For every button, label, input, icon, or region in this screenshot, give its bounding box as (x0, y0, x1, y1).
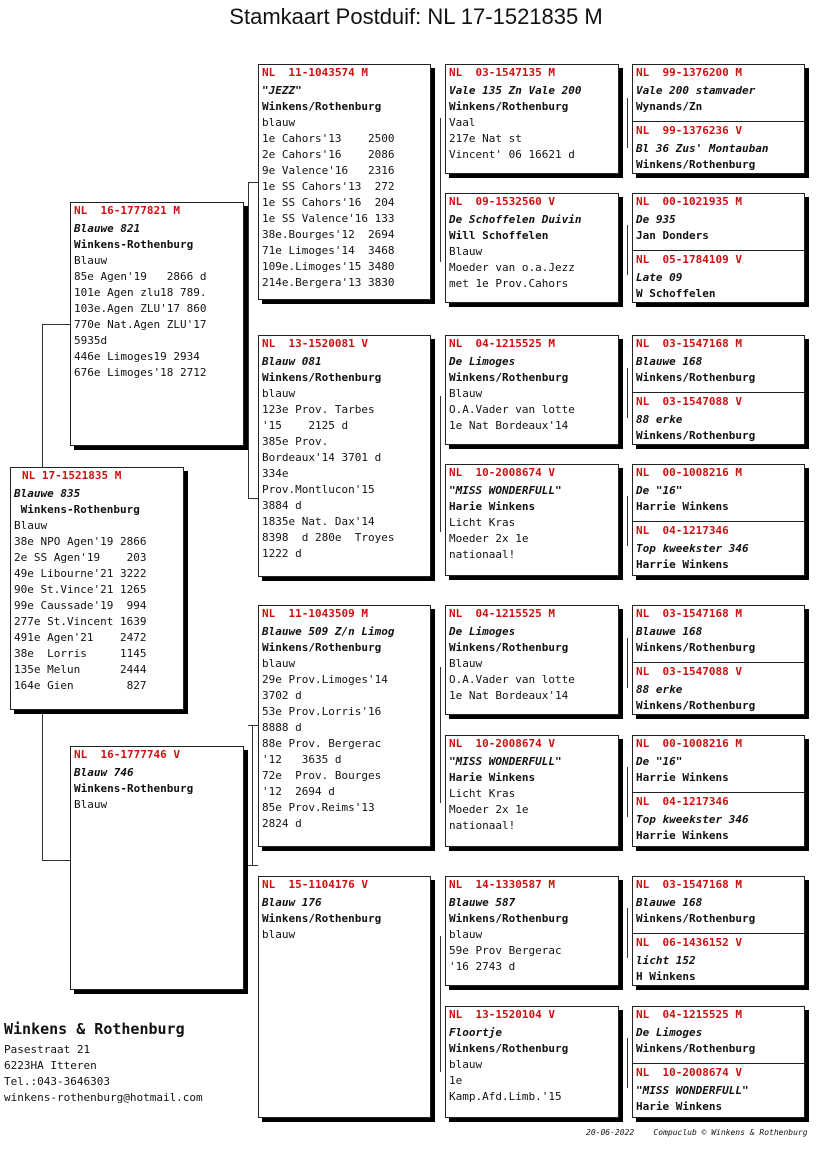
great-grandparent-card[interactable] (445, 335, 619, 445)
dam-color: Blauw (74, 798, 108, 811)
result-line: 214e.Bergera'13 3830 (262, 276, 395, 289)
connector-line (42, 324, 70, 325)
result-line: 2e SS Agen'19 203 (14, 551, 147, 564)
grandsire-paternal-card[interactable] (258, 64, 431, 300)
bird-name: De Limoges (449, 355, 516, 368)
result-line: 38e NPO Agen'19 2866 (14, 535, 147, 548)
g4-ring: NL 15-1104176 V (262, 878, 368, 891)
result-line: '15 2125 d (262, 419, 349, 432)
bird-name: Vale 135 Zn Vale 200 (449, 84, 582, 97)
divider (633, 121, 804, 122)
ggg-sire-ring: NL 00-1021935 M (636, 195, 742, 208)
result-line: 334e (262, 467, 289, 480)
ggg-pair-card[interactable] (632, 193, 805, 303)
connector-line (627, 1038, 628, 1088)
result-line: 3702 d (262, 689, 302, 702)
result-line: 103e.Agen ZLU'17 860 (74, 302, 207, 315)
connector-line (248, 182, 258, 183)
bird-owner: Harie Winkens (449, 500, 536, 513)
g1-name: "JEZZ" (262, 84, 302, 97)
connector-line (252, 725, 253, 865)
bird-owner: Winkens/Rothenburg (449, 912, 569, 925)
result-line: Moeder 2x 1e (449, 532, 529, 545)
grandsire-maternal-card[interactable] (258, 605, 431, 847)
subject-ring: NL 17-1521835 M (22, 469, 122, 482)
result-line: 38e.Bourges'12 2694 (262, 228, 395, 241)
result-line: 277e St.Vincent 1639 (14, 615, 147, 628)
bird-color: Licht Kras (449, 787, 516, 800)
ggg-dam-name: 88 erke (636, 413, 683, 426)
bird-color: blauw (449, 928, 483, 941)
ggg-sire-name: De Limoges (636, 1026, 703, 1039)
ggg-pair-card[interactable] (632, 876, 805, 986)
bird-name: Floortje (449, 1026, 502, 1039)
bird-name: "MISS WONDERFULL" (449, 484, 562, 497)
ggg-pair-card[interactable] (632, 464, 805, 576)
result-line: 385e Prov. (262, 435, 329, 448)
result-line: 88e Prov. Bergerac (262, 737, 382, 750)
ring-number: NL 10-2008674 V (449, 466, 555, 479)
ggg-sire-owner: Winkens/Rothenburg (636, 912, 756, 925)
g2-ring: NL 13-1520081 V (262, 337, 368, 350)
result-line: 109e.Limoges'15 3480 (262, 260, 395, 273)
result-line: 1e Nat Bordeaux'14 (449, 689, 569, 702)
connector-line (42, 860, 70, 861)
sire-card[interactable] (70, 202, 244, 446)
result-line: 2e Cahors'16 2086 (262, 148, 395, 161)
result-line: 1e (449, 1074, 463, 1087)
divider (633, 392, 804, 393)
ggg-dam-owner: Winkens/Rothenburg (636, 699, 756, 712)
ggg-dam-name: licht 152 (636, 954, 696, 967)
ggg-dam-ring: NL 10-2008674 V (636, 1066, 742, 1079)
sire-ring: NL 16-1777821 M (74, 204, 180, 217)
ggg-dam-name: Late 09 (636, 271, 683, 284)
great-grandparent-card[interactable] (445, 735, 619, 847)
divider (633, 521, 804, 522)
g3-ring: NL 11-1043509 M (262, 607, 368, 620)
connector-line (248, 498, 258, 499)
result-line: nationaal! (449, 819, 516, 832)
result-line: 1e Cahors'13 2500 (262, 132, 395, 145)
result-line: 1e SS Valence'16 133 (262, 212, 395, 225)
connector-line (627, 767, 628, 817)
ring-number: NL 10-2008674 V (449, 737, 555, 750)
connector-line (627, 225, 628, 275)
bird-color: Blauw (449, 245, 483, 258)
g2-owner: Winkens/Rothenburg (262, 371, 382, 384)
dam-owner: Winkens-Rothenburg (74, 782, 194, 795)
bird-color: Licht Kras (449, 516, 516, 529)
ggg-sire-ring: NL 00-1008216 M (636, 466, 742, 479)
ggg-dam-owner: Harrie Winkens (636, 829, 729, 842)
result-line: 90e St.Vince'21 1265 (14, 583, 147, 596)
result-line: 1e Nat Bordeaux'14 (449, 419, 569, 432)
ggg-sire-owner: Harrie Winkens (636, 500, 729, 513)
result-line: Prov.Montlucon'15 (262, 483, 375, 496)
g1-ring: NL 11-1043574 M (262, 66, 368, 79)
result-line: 676e Limoges'18 2712 (74, 366, 207, 379)
g4-name: Blauw 176 (262, 896, 322, 909)
ggg-sire-owner: Harrie Winkens (636, 771, 729, 784)
dam-name: Blauw 746 (74, 766, 134, 779)
ggg-dam-owner: Winkens/Rothenburg (636, 429, 756, 442)
g3-color: blauw (262, 657, 296, 670)
bird-owner: Harie Winkens (449, 771, 536, 784)
result-line: '16 2743 d (449, 960, 516, 973)
result-line: 29e Prov.Limoges'14 (262, 673, 388, 686)
connector-line (248, 865, 258, 866)
ggg-dam-ring: NL 04-1217346 (636, 795, 729, 808)
bird-owner: Will Schoffelen (449, 229, 549, 242)
ggg-sire-name: Blauwe 168 (636, 355, 703, 368)
g4-color: blauw (262, 928, 296, 941)
subject-owner: Winkens-Rothenburg (14, 503, 140, 516)
ggg-dam-ring: NL 04-1217346 (636, 524, 729, 537)
result-line: 491e Agen'21 2472 (14, 631, 147, 644)
bird-owner: Winkens/Rothenburg (449, 100, 569, 113)
connector-line (440, 118, 441, 262)
connector-line (248, 725, 258, 726)
ggg-pair-card[interactable] (632, 335, 805, 445)
g3-name: Blauwe 509 Z/n Limog (262, 625, 395, 638)
page-title: Stamkaart Postduif: NL 17-1521835 M (229, 4, 603, 29)
bird-color: blauw (449, 1058, 483, 1071)
bird-name: Blauwe 587 (449, 896, 516, 909)
great-grandparent-card[interactable] (445, 64, 619, 174)
ring-number: NL 04-1215525 M (449, 337, 555, 350)
ggg-dam-ring: NL 99-1376236 V (636, 124, 742, 137)
ggg-sire-ring: NL 03-1547168 M (636, 337, 742, 350)
result-line: '12 2694 d (262, 785, 335, 798)
ggg-dam-owner: Winkens/Rothenburg (636, 158, 756, 171)
result-line: met 1e Prov.Cahors (449, 277, 569, 290)
ring-number: NL 13-1520104 V (449, 1008, 555, 1021)
divider (633, 662, 804, 663)
ggg-sire-name: Vale 200 stamvader (636, 84, 756, 97)
result-line: Moeder van o.a.Jezz (449, 261, 575, 274)
g4-owner: Winkens/Rothenburg (262, 912, 382, 925)
ggg-dam-owner: Harie Winkens (636, 1100, 723, 1113)
result-line: O.A.Vader van lotte (449, 673, 575, 686)
result-line: nationaal! (449, 548, 516, 561)
bird-owner: Winkens/Rothenburg (449, 1042, 569, 1055)
result-line: Kamp.Afd.Limb.'15 (449, 1090, 562, 1103)
ggg-dam-owner: H Winkens (636, 970, 696, 983)
result-line: Vincent' 06 16621 d (449, 148, 575, 161)
footer-note: 20-06-2022 Compuclub © Winkens & Rothenburg (586, 1128, 808, 1137)
ggg-pair-card[interactable] (632, 605, 805, 715)
connector-line (627, 368, 628, 418)
dam-ring: NL 16-1777746 V (74, 748, 180, 761)
ggg-sire-ring: NL 03-1547168 M (636, 878, 742, 891)
bird-owner: Winkens/Rothenburg (449, 641, 569, 654)
ggg-sire-owner: Wynands/Zn (636, 100, 703, 113)
dam-card[interactable] (70, 746, 244, 990)
result-line: 101e Agen zlu18 789. (74, 286, 207, 299)
g3-owner: Winkens/Rothenburg (262, 641, 382, 654)
result-line: 72e Prov. Bourges (262, 769, 382, 782)
result-line: 71e Limoges'14 3468 (262, 244, 395, 257)
g1-color: blauw (262, 116, 296, 129)
divider (633, 933, 804, 934)
subject-card[interactable] (10, 467, 184, 710)
result-line: Moeder 2x 1e (449, 803, 529, 816)
ggg-dam-owner: Harrie Winkens (636, 558, 729, 571)
great-grandparent-card[interactable] (445, 605, 619, 715)
bird-name: "MISS WONDERFULL" (449, 755, 562, 768)
granddam-maternal-card[interactable] (258, 876, 431, 1118)
ring-number: NL 14-1330587 M (449, 878, 555, 891)
connector-line (627, 496, 628, 546)
connector-line (248, 182, 249, 498)
breeder-phone: Tel.:043-3646303 (4, 1075, 110, 1088)
connector-line (627, 638, 628, 688)
breeder-info (4, 1018, 203, 1106)
ggg-sire-name: De "16" (636, 484, 683, 497)
result-line: O.A.Vader van lotte (449, 403, 575, 416)
sire-color: Blauw (74, 254, 108, 267)
result-line: 85e Agen'19 2866 d (74, 270, 207, 283)
ggg-pair-card[interactable] (632, 64, 805, 174)
connector-line (440, 936, 441, 1072)
connector-line (627, 908, 628, 958)
bird-name: De Schoffelen Duivin (449, 213, 582, 226)
result-line: 53e Prov.Lorris'16 (262, 705, 382, 718)
result-line: 5935d (74, 334, 108, 347)
ggg-sire-ring: NL 04-1215525 M (636, 1008, 742, 1021)
result-line: 135e Melun 2444 (14, 663, 147, 676)
g2-name: Blauw 081 (262, 355, 322, 368)
divider (633, 1063, 804, 1064)
ggg-sire-ring: NL 99-1376200 M (636, 66, 742, 79)
ggg-sire-owner: Jan Donders (636, 229, 709, 242)
bird-color: Blauw (449, 387, 483, 400)
ggg-dam-name: Top kweekster 346 (636, 542, 749, 555)
result-line: 217e Nat st (449, 132, 522, 145)
result-line: 1835e Nat. Dax'14 (262, 515, 375, 528)
ggg-dam-name: "MISS WONDERFULL" (636, 1084, 749, 1097)
result-line: 38e Lorris 1145 (14, 647, 147, 660)
ggg-sire-ring: NL 03-1547168 M (636, 607, 742, 620)
result-line: 164e Gien 827 (14, 679, 147, 692)
g1-owner: Winkens/Rothenburg (262, 100, 382, 113)
result-line: 1e SS Cahors'16 204 (262, 196, 395, 209)
breeder-name: Winkens & Rothenburg (4, 1020, 185, 1038)
result-line: 99e Caussade'19 994 (14, 599, 147, 612)
connector-line (42, 324, 43, 468)
result-line: 8398 d 280e Troyes (262, 531, 395, 544)
ggg-sire-owner: Winkens/Rothenburg (636, 371, 756, 384)
connector-line (42, 710, 43, 860)
connector-line (627, 98, 628, 148)
bird-color: Vaal (449, 116, 476, 129)
connector-line (440, 396, 441, 532)
ggg-sire-name: De 935 (636, 213, 676, 226)
g2-color: blauw (262, 387, 296, 400)
ggg-dam-name: 88 erke (636, 683, 683, 696)
ggg-pair-card[interactable] (632, 1006, 805, 1118)
divider (633, 250, 804, 251)
result-line: 59e Prov Bergerac (449, 944, 562, 957)
ggg-dam-ring: NL 03-1547088 V (636, 395, 742, 408)
bird-name: De Limoges (449, 625, 516, 638)
result-line: 1222 d (262, 547, 302, 560)
ring-number: NL 04-1215525 M (449, 607, 555, 620)
result-line: 3884 d (262, 499, 302, 512)
sire-name: Blauwe 821 (74, 222, 141, 235)
result-line: 446e Limoges19 2934 (74, 350, 200, 363)
sire-owner: Winkens-Rothenburg (74, 238, 194, 251)
ggg-sire-owner: Winkens/Rothenburg (636, 1042, 756, 1055)
great-grandparent-card[interactable] (445, 193, 619, 303)
ggg-dam-ring: NL 06-1436152 V (636, 936, 742, 949)
granddam-paternal-card[interactable] (258, 335, 431, 577)
result-line: 770e Nat.Agen ZLU'17 (74, 318, 207, 331)
connector-line (440, 667, 441, 803)
result-line: 1e SS Cahors'13 272 (262, 180, 395, 193)
bird-color: Blauw (449, 657, 483, 670)
ggg-sire-name: Blauwe 168 (636, 625, 703, 638)
bird-owner: Winkens/Rothenburg (449, 371, 569, 384)
ggg-dam-owner: W Schoffelen (636, 287, 716, 300)
breeder-street: Pasestraat 21 (4, 1043, 91, 1056)
ggg-dam-ring: NL 05-1784109 V (636, 253, 742, 266)
ggg-dam-ring: NL 03-1547088 V (636, 665, 742, 678)
result-line: 123e Prov. Tarbes (262, 403, 375, 416)
result-line: 9e Valence'16 2316 (262, 164, 395, 177)
ggg-sire-name: De "16" (636, 755, 683, 768)
ring-number: NL 09-1532560 V (449, 195, 555, 208)
result-line: 49e Libourne'21 3222 (14, 567, 147, 580)
ggg-pair-card[interactable] (632, 735, 805, 847)
great-grandparent-card[interactable] (445, 464, 619, 576)
subject-name: Blauwe 835 (14, 487, 81, 500)
ggg-dam-name: Bl 36 Zus' Montauban (636, 142, 769, 155)
breeder-city: 6223HA Itteren (4, 1059, 97, 1072)
subject-color: Blauw (14, 519, 48, 532)
great-grandparent-card[interactable] (445, 1006, 619, 1118)
great-grandparent-card[interactable] (445, 876, 619, 986)
result-line: 2824 d (262, 817, 302, 830)
divider (633, 792, 804, 793)
ring-number: NL 03-1547135 M (449, 66, 555, 79)
ggg-sire-name: Blauwe 168 (636, 896, 703, 909)
ggg-sire-ring: NL 00-1008216 M (636, 737, 742, 750)
ggg-dam-name: Top kweekster 346 (636, 813, 749, 826)
result-line: '12 3635 d (262, 753, 342, 766)
result-line: 8888 d (262, 721, 302, 734)
breeder-email[interactable]: winkens-rothenburg@hotmail.com (4, 1091, 203, 1104)
result-line: Bordeaux'14 3701 d (262, 451, 382, 464)
result-line: 85e Prov.Reims'13 (262, 801, 375, 814)
ggg-sire-owner: Winkens/Rothenburg (636, 641, 756, 654)
